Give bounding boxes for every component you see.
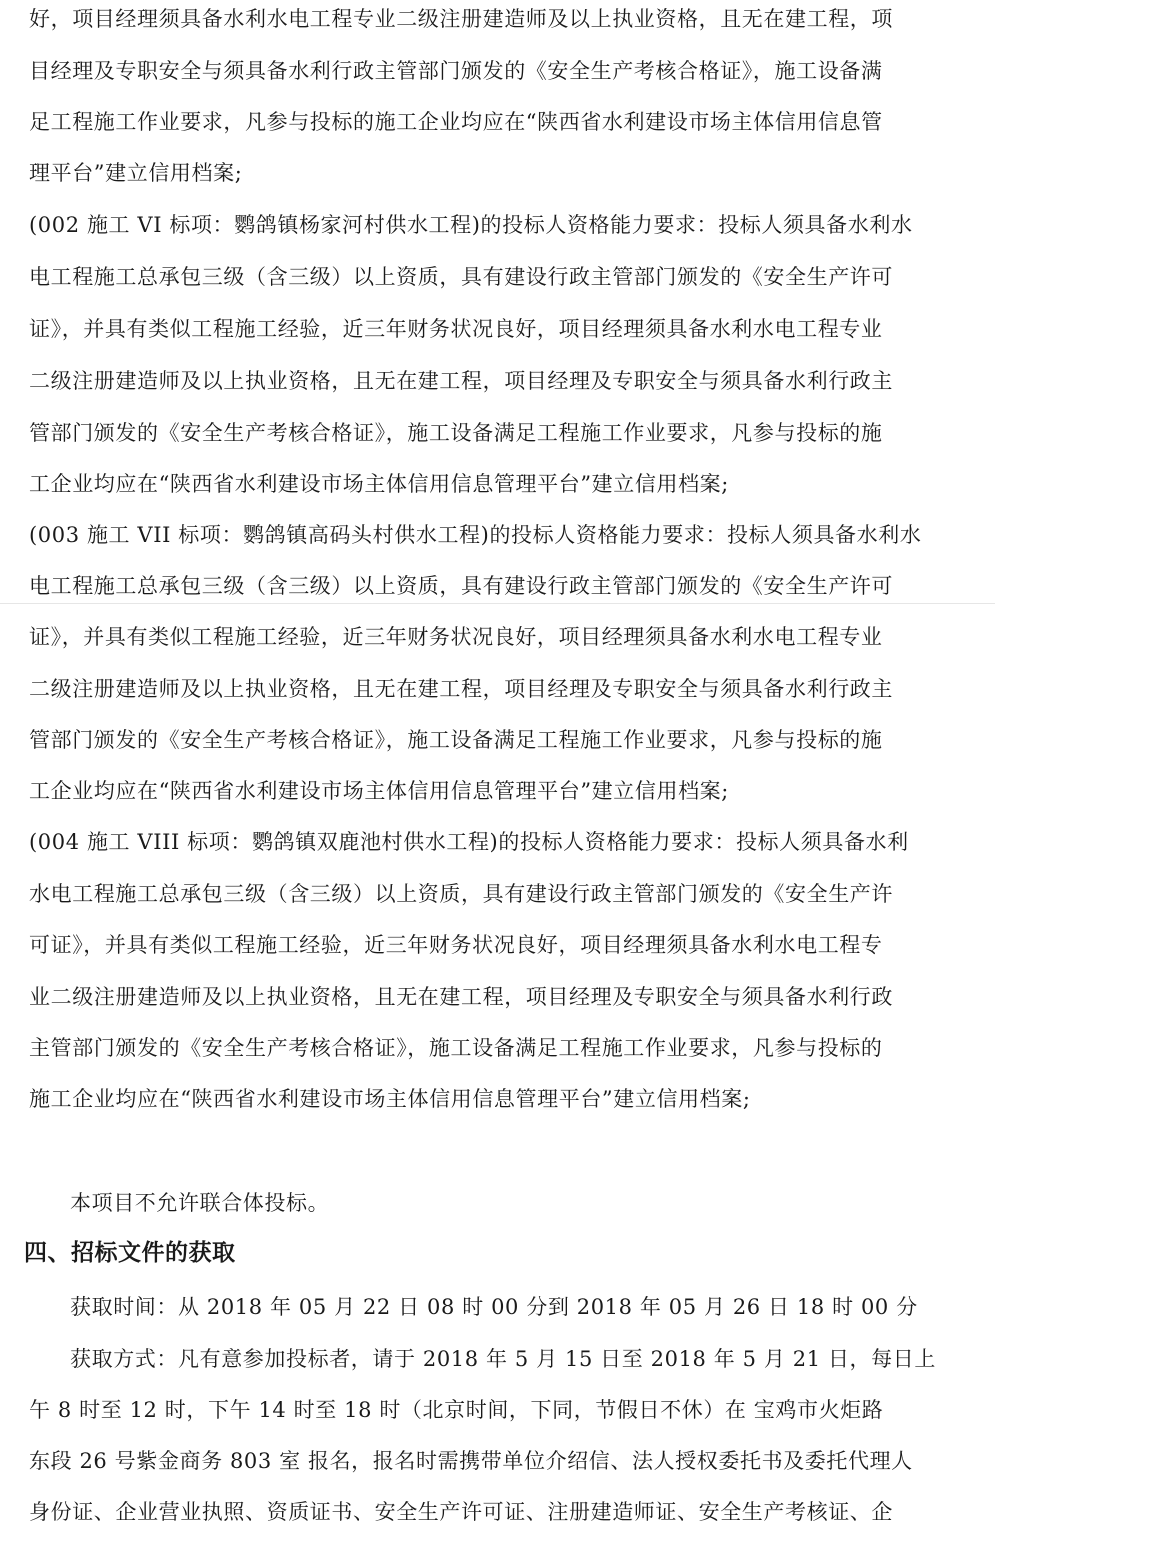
acquisition-method-line-4: 身份证、企业营业执照、资质证书、安全生产许可证、注册建造师证、安全生产考核证、企 xyxy=(29,1500,893,1524)
paragraph-4-line-3: 可证》，并具有类似工程施工经验，近三年财务状况良好，项目经理须具备水利水电工程专 xyxy=(29,933,883,957)
paragraph-2-line-2: 电工程施工总承包三级（含三级）以上资质，具有建设行政主管部门颁发的《安全生产许可 xyxy=(29,265,893,289)
paragraph-2-line-1: (002 施工 VI 标项：鹦鸽镇杨家河村供水工程)的投标人资格能力要求：投标人须具备水利水 xyxy=(29,213,913,237)
paragraph-3-line-3: 证》，并具有类似工程施工经验，近三年财务状况良好，项目经理须具备水利水电工程专业 xyxy=(29,625,883,649)
paragraph-4-line-4: 业二级注册建造师及以上执业资格，且无在建工程，项目经理及专职安全与须具备水利行政 xyxy=(29,985,893,1009)
paragraph-4-line-5: 主管部门颁发的《安全生产考核合格证》，施工设备满足工程施工作业要求，凡参与投标的 xyxy=(29,1036,883,1060)
paragraph-1-line-1: 好，项目经理须具备水利水电工程专业二级注册建造师及以上执业资格，且无在建工程，项 xyxy=(29,7,893,31)
paragraph-2-line-5: 管部门颁发的《安全生产考核合格证》，施工设备满足工程施工作业要求，凡参与投标的施 xyxy=(29,421,883,445)
paragraph-2-line-6: 工企业均应在“陕西省水利建设市场主体信用信息管理平台”建立信用档案; xyxy=(29,472,729,496)
paragraph-4-line-1: (004 施工 VIII 标项：鹦鸽镇双鹿池村供水工程)的投标人资格能力要求：投标人须具备水利 xyxy=(29,830,909,854)
paragraph-3-line-2: 电工程施工总承包三级（含三级）以上资质，具有建设行政主管部门颁发的《安全生产许可 xyxy=(29,574,893,598)
paragraph-2-line-3: 证》，并具有类似工程施工经验，近三年财务状况良好，项目经理须具备水利水电工程专业 xyxy=(29,317,883,341)
paragraph-3-line-5: 管部门颁发的《安全生产考核合格证》，施工设备满足工程施工作业要求，凡参与投标的施 xyxy=(29,728,883,752)
paragraph-3-line-4: 二级注册建造师及以上执业资格，且无在建工程，项目经理及专职安全与须具备水利行政主 xyxy=(29,677,893,701)
paragraph-2-line-4: 二级注册建造师及以上执业资格，且无在建工程，项目经理及专职安全与须具备水利行政主 xyxy=(29,369,893,393)
paragraph-1-line-4: 理平台”建立信用档案; xyxy=(29,161,243,185)
scan-line-artifact xyxy=(0,603,995,604)
acquisition-method-line-3: 东段 26 号紫金商务 803 室 报名，报名时需携带单位介绍信、法人授权委托书及委托代理人 xyxy=(29,1449,913,1473)
consortium-note: 本项目不允许联合体投标。 xyxy=(70,1191,330,1215)
acquisition-method-line-2: 午 8 时至 12 时，下午 14 时至 18 时（北京时间，下同，节假日不休）在 宝鸡市火炬路 xyxy=(29,1398,884,1422)
section-heading: 四、招标文件的获取 xyxy=(24,1240,236,1266)
acquisition-time: 获取时间：从 2018 年 05 月 22 日 08 时 00 分到 2018 年 05 月 26 日 18 时 00 分 xyxy=(70,1295,918,1319)
paragraph-3-line-6: 工企业均应在“陕西省水利建设市场主体信用信息管理平台”建立信用档案; xyxy=(29,779,729,803)
paragraph-4-line-2: 水电工程施工总承包三级（含三级）以上资质，具有建设行政主管部门颁发的《安全生产许 xyxy=(29,882,893,906)
paragraph-1-line-3: 足工程施工作业要求，凡参与投标的施工企业均应在“陕西省水利建设市场主体信用信息管 xyxy=(29,110,883,134)
paragraph-3-line-1: (003 施工 VII 标项：鹦鸽镇高码头村供水工程)的投标人资格能力要求：投标人须具备水利水 xyxy=(29,523,922,547)
paragraph-1-line-2: 目经理及专职安全与须具备水利行政主管部门颁发的《安全生产考核合格证》，施工设备满 xyxy=(29,59,883,83)
paragraph-4-line-6: 施工企业均应在“陕西省水利建设市场主体信用信息管理平台”建立信用档案; xyxy=(29,1087,751,1111)
acquisition-method-line-1: 获取方式：凡有意参加投标者，请于 2018 年 5 月 15 日至 2018 年 5 月 21 日，每日上 xyxy=(70,1347,936,1371)
